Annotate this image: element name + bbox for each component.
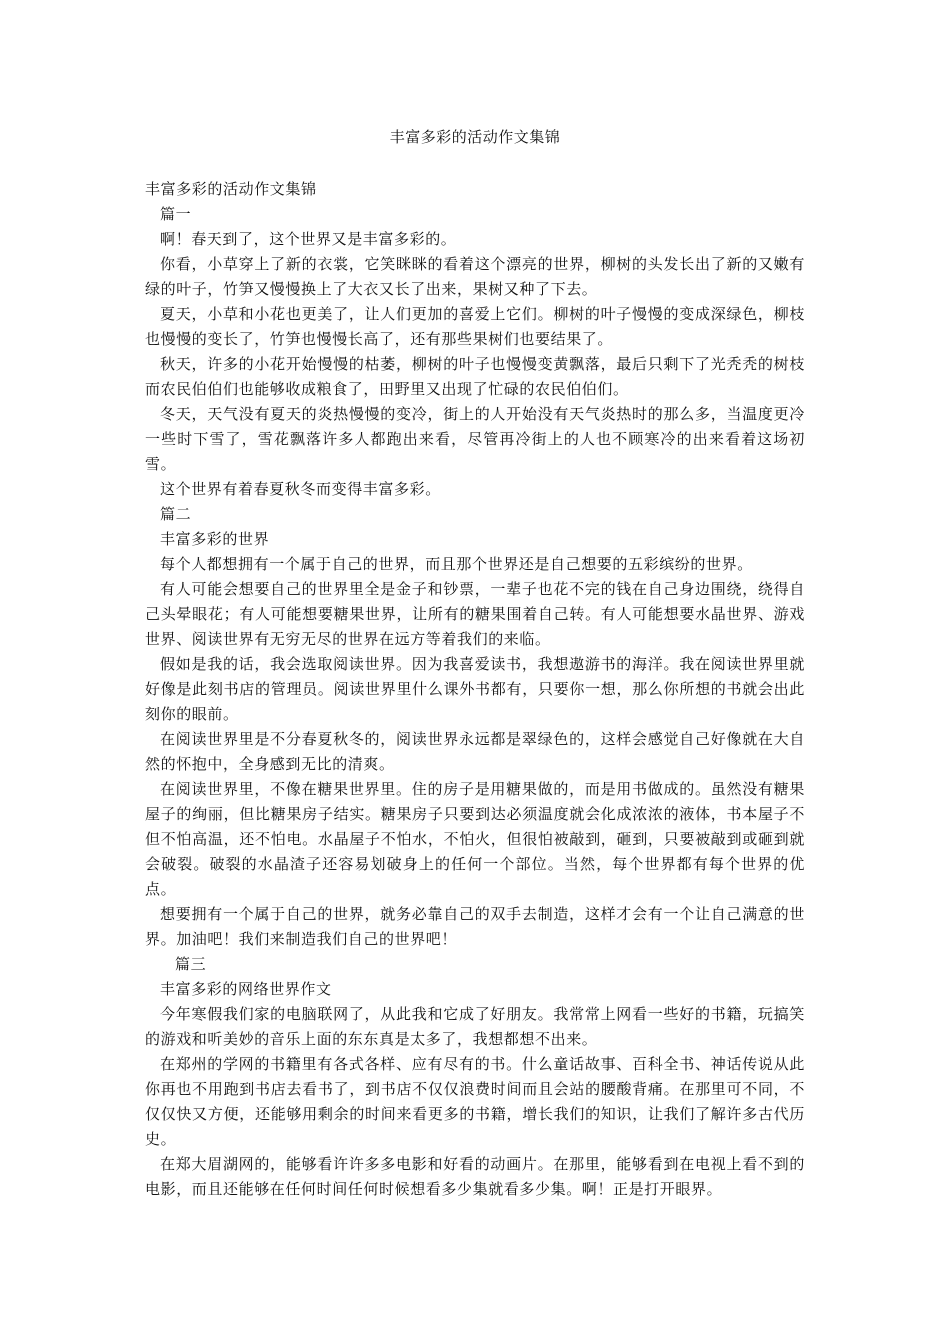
paragraph: 冬天，天气没有夏天的炎热慢慢的变冷，街上的人开始没有天气炎热时的那么多，当温度更冷一些时下雪了，雪花飘落许多人都跑出来看，尽管再冷街上的人也不顾寒冷的出来看着这场初雪。	[145, 405, 805, 473]
paragraph: 在阅读世界里是不分春夏秋冬的，阅读世界永远都是翠绿色的，这样会感觉自己好像就在大自然的怀抱中，全身感到无比的清爽。	[145, 730, 805, 773]
paragraph: 啊！春天到了，这个世界又是丰富多彩的。	[160, 230, 457, 248]
paragraph: 每个人都想拥有一个属于自己的世界，而且那个世界还是自己想要的五彩缤纷的世界。	[160, 555, 753, 573]
section-subtitle-3: 丰富多彩的网络世界作文	[160, 980, 332, 998]
section-subtitle-2: 丰富多彩的世界	[160, 530, 270, 548]
paragraph: 在阅读世界里，不像在糖果世界里。住的房子是用糖果做的，而是用书做成的。虽然没有糖果屋子的绚丽，但比糖果房子结实。糖果房子只要到达必须温度就会化成浓浓的液体，书本屋子不但不怕高温，还不怕电。水晶屋子不怕水，不怕火，但很怕被敲到，砸到，只要被敲到或砸到就会破裂。破裂的水晶渣子还容易划破身上的任何一个部位。当然，每个世界都有每个世界的优点。	[145, 780, 805, 898]
paragraph: 假如是我的话，我会选取阅读世界。因为我喜爱读书，我想遨游书的海洋。我在阅读世界里就好像是此刻书店的管理员。阅读世界里什么课外书都有，只要你一想，那么你所想的书就会出此刻你的眼前。	[145, 655, 805, 723]
paragraph: 秋天，许多的小花开始慢慢的枯萎，柳树的叶子也慢慢变黄飘落，最后只剩下了光秃秃的树枝而农民伯伯们也能够收成粮食了，田野里又出现了忙碌的农民伯伯们。	[145, 355, 805, 398]
paragraph: 在郑州的学网的书籍里有各式各样、应有尽有的书。什么童话故事、百科全书、神话传说从此你再也不用跑到书店去看书了，到书店不仅仅浪费时间而且会站的腰酸背痛。在那里可不同，不仅仅快又方便，还能够用剩余的时间来看更多的书籍，增长我们的知识，让我们了解许多古代历史。	[145, 1055, 805, 1148]
section-label-1: 篇一	[160, 205, 192, 223]
paragraph: 这个世界有着春夏秋冬而变得丰富多彩。	[160, 480, 441, 498]
paragraph: 今年寒假我们家的电脑联网了，从此我和它成了好朋友。我常常上网看一些好的书籍，玩搞笑的游戏和听美妙的音乐上面的东东真是太多了，我想都想不出来。	[145, 1005, 805, 1048]
section-label-2: 篇二	[160, 505, 192, 523]
section-label-3: 篇三	[175, 955, 207, 973]
paragraph: 想要拥有一个属于自己的世界，就务必靠自己的双手去制造，这样才会有一个让自己满意的世界。加油吧！我们来制造我们自己的世界吧！	[145, 905, 805, 948]
paragraph: 有人可能会想要自己的世界里全是金子和钞票，一辈子也花不完的钱在自己身边围绕，绕得自己头晕眼花；有人可能想要糖果世界，让所有的糖果围着自己转。有人可能想要水晶世界、游戏世界、阅读世界有无穷无尽的世界在远方等着我们的来临。	[145, 580, 805, 648]
document-body	[145, 177, 805, 1202]
body-heading: 丰富多彩的活动作文集锦	[145, 180, 317, 198]
paragraph: 你看，小草穿上了新的衣裳，它笑眯眯的看着这个漂亮的世界，柳树的头发长出了新的又嫩有绿的叶子，竹笋又慢慢换上了大衣又长了出来，果树又种了下去。	[145, 255, 805, 298]
paragraph: 夏天，小草和小花也更美了，让人们更加的喜爱上它们。柳树的叶子慢慢的变成深绿色，柳枝也慢慢的变长了，竹笋也慢慢长高了，还有那些果树们也要结果了。	[145, 305, 805, 348]
paragraph: 在郑大眉湖网的，能够看许许多多电影和好看的动画片。在那里，能够看到在电视上看不到的电影，而且还能够在任何时间任何时候想看多少集就看多少集。啊！正是打开眼界。	[145, 1155, 805, 1198]
document-title: 丰富多彩的活动作文集锦	[389, 128, 561, 146]
